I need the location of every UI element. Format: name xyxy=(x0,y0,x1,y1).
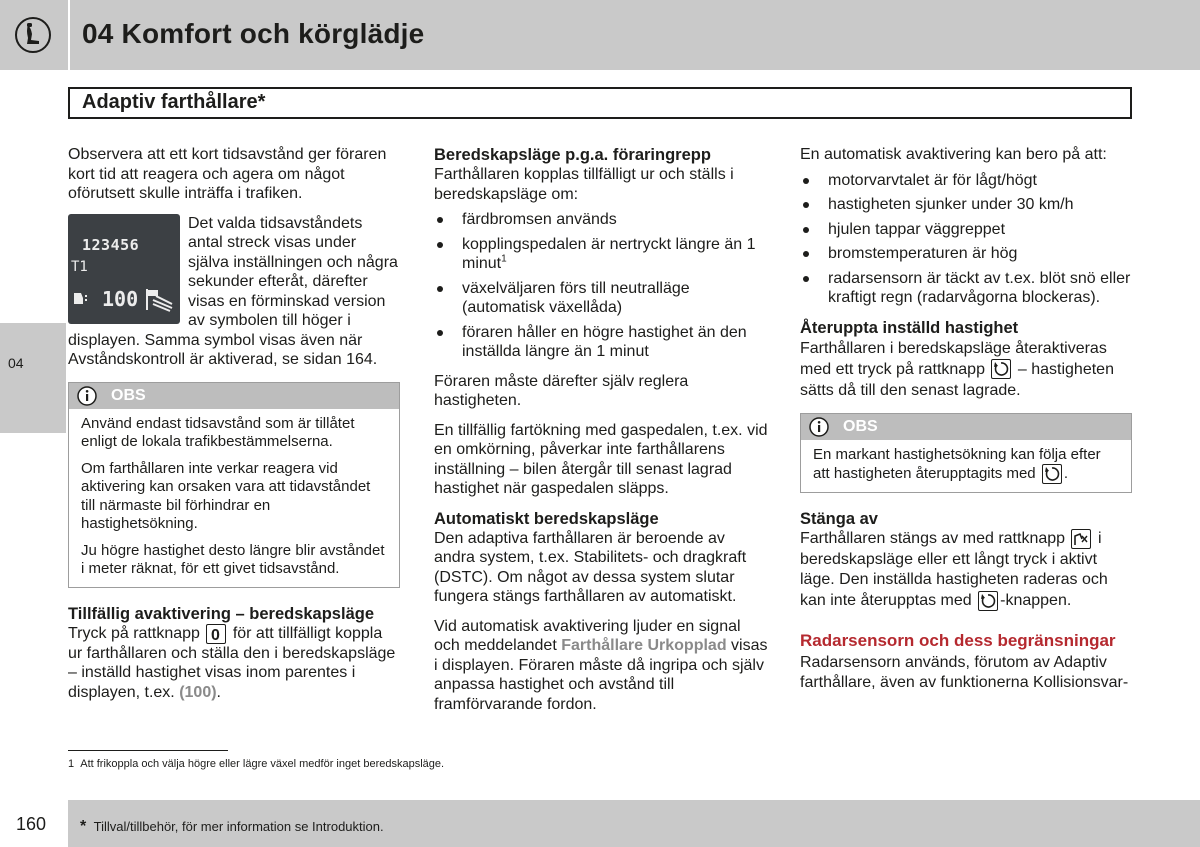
obs-paragraph: Om farthållaren inte verkar reagera vid aktivering kan orsaken vara att tidavståndet till närmaste bil förhindrar en hastighetsökning. xyxy=(81,459,371,532)
resume-paragraph xyxy=(800,338,1132,401)
obs-header xyxy=(801,414,1131,440)
resume-button-icon xyxy=(991,359,1011,379)
resume-button-icon xyxy=(978,591,998,611)
obs-header xyxy=(69,383,399,409)
temporary-deactivation-text xyxy=(68,624,400,703)
auto-message-paragraph xyxy=(434,617,768,715)
footnote-divider xyxy=(68,750,228,751)
standby-intro: Farthållaren kopplas tillfälligt ur och ställs i beredskapsläge om: xyxy=(434,166,734,203)
list-item: radarsensorn är täckt av t.ex. blöt snö eller kraftigt regn (radarvågorna blockeras). xyxy=(800,269,1132,308)
obs-body xyxy=(801,440,1131,493)
list-item: hastigheten sjunker under 30 km/h xyxy=(800,195,1132,215)
turn-off-paragraph xyxy=(800,529,1132,611)
auto-standby-heading: Automatiskt beredskapsläge xyxy=(434,509,659,528)
auto-reasons-list xyxy=(800,171,1132,308)
obs-paragraph: Ju högre hastighet desto längre blir avståndet i meter räknat, för ett givet tidsavstånd. xyxy=(81,541,385,577)
list-item: växelväljaren förs till neutralläge (automatisk växellåda) xyxy=(434,279,768,318)
list-item: bromstemperaturen är hög xyxy=(800,244,1132,264)
display-odometer: 123456 xyxy=(82,235,140,254)
temp-text-end: . xyxy=(216,683,221,701)
chapter-icon-box xyxy=(0,0,70,70)
obs-note-box xyxy=(68,382,400,588)
obs-note-box xyxy=(800,413,1132,494)
standby-heading: Beredskapsläge p.g.a. föraringrepp xyxy=(434,146,711,164)
list-item: motorvarvtalet är för lågt/högt xyxy=(800,171,1132,191)
temp-text-part: Tryck på rattknapp xyxy=(68,624,200,642)
display-message: Farthållare Urkopplad xyxy=(561,637,727,654)
footnote-number: 1 xyxy=(68,758,75,770)
temp-text-part: för att tillfälligt koppla ur farthållaren och ställa den i beredskapsläge – inställd hastighet visas inom parentes i displayen, t.ex. xyxy=(68,624,396,701)
figure-description: Det valda tidsavståndets antal streck visas under själva inställningen och några sekunder efteråt, därefter visas en förminskad version av symbolen till höger i displayen. Samma symbol visas även när Avståndskontroll är aktiverad, se sidan 164. xyxy=(68,214,398,368)
display-trip: T1 xyxy=(71,258,88,275)
footer-star: * xyxy=(80,818,87,835)
standby-list xyxy=(434,210,768,362)
obs-paragraph: Använd endast tidsavstånd som är tillåtet enligt de lokala trafikbestämmelserna. xyxy=(81,414,355,450)
auto-text-part: Vid automatisk avaktivering ljuder en signal och meddelandet xyxy=(434,617,741,654)
footer-note-text: Tillval/tillbehör, för mer information se Introduktion. xyxy=(93,819,384,834)
resume-text-part: – hastigheten sätts då till den senast lagrade. xyxy=(800,360,1114,399)
list-item: föraren håller en högre hastighet än den inställda längre än 1 minut xyxy=(434,323,768,362)
column-2 xyxy=(434,145,768,724)
intro-paragraph: Observera att ett kort tidsavstånd ger föraren kort tid att reagera och agera om något oförutsett skulle inträffa i trafiken. xyxy=(68,146,387,202)
footnote-ref: 1 xyxy=(501,253,507,265)
obs-label: OBS xyxy=(111,386,146,404)
resume-button-icon xyxy=(1042,464,1062,484)
obs-text-part: En markant hastighetsökning kan följa efter att hastigheten återupptagits med xyxy=(813,445,1101,482)
display-set-speed: 100 xyxy=(102,286,139,311)
obs-paragraph xyxy=(813,446,1119,485)
overtake-paragraph: En tillfällig fartökning med gaspedalen, t.ex. vid en omkörning, påverkar inte farthållarens inställning – bilen återgår till senast lagrad hastighet när gaspedalen släpps. xyxy=(434,421,768,497)
cruise-off-button-icon xyxy=(1071,529,1091,549)
list-item-text: kopplingspedalen är nertryckt längre än 1 minut xyxy=(462,235,756,272)
info-icon xyxy=(809,417,829,437)
list-item xyxy=(434,235,768,274)
auto-standby-text: Den adaptiva farthållaren är beroende av andra system, t.ex. Stabilitets- och dragkraft (DSTC). Om något av dessa system slutar fungera stängs farthållaren av automatiskt. xyxy=(434,529,747,605)
section-title: Adaptiv farthållare* xyxy=(82,91,266,113)
obs-body xyxy=(69,409,399,587)
car-distance-icon xyxy=(72,289,94,309)
zero-button-icon xyxy=(206,624,226,644)
side-tab-label: 04 xyxy=(8,355,24,371)
turn-off-heading: Stänga av xyxy=(800,510,878,528)
auto-text-part: visas i displayen. Föraren måste då ingripa och själv anpassa hastighet och avstånd till framförvarande fordon. xyxy=(434,637,768,713)
auto-intro: En automatisk avaktivering kan bero på att: xyxy=(800,146,1107,163)
seat-icon xyxy=(14,16,52,54)
obs-text-end: . xyxy=(1063,464,1068,482)
radar-paragraph: Radarsensorn används, förutom av Adaptiv farthållare, även av funktionerna Kollisionsvar- xyxy=(800,654,1129,691)
radar-heading: Radarsensorn och dess begränsningar xyxy=(800,631,1116,651)
resume-text-part: Farthållaren i beredskapsläge återaktiveras med ett tryck på rattknapp xyxy=(800,339,1107,378)
footnote xyxy=(68,758,444,770)
column-3 xyxy=(800,145,1132,702)
section-title-box xyxy=(68,87,1132,119)
footnote-text: Att frikoppla och välja högre eller lägre växel medför inget beredskapsläge. xyxy=(80,758,445,770)
chapter-title: 04 Komfort och körglädje xyxy=(82,18,425,49)
svg-text:0: 0 xyxy=(211,626,221,643)
obs-label: OBS xyxy=(843,417,878,435)
driver-display-image xyxy=(68,214,180,324)
page-number: 160 xyxy=(16,814,47,834)
off-text-part: -knappen. xyxy=(1000,591,1072,609)
driver-paragraph: Föraren måste därefter själv reglera hastigheten. xyxy=(434,372,689,409)
footer-note xyxy=(80,818,384,836)
column-1 xyxy=(68,145,400,712)
resume-heading: Återuppta inställd hastighet xyxy=(800,318,1019,337)
temporary-deactivation-heading: Tillfällig avaktivering – beredskapsläge xyxy=(68,604,374,623)
example-speed: (100) xyxy=(179,683,217,701)
display-figure-block xyxy=(68,214,400,370)
list-item: hjulen tappar väggreppet xyxy=(800,220,1132,240)
off-text-part: i beredskapsläge eller ett långt tryck i aktivt läge. Den inställda hastigheten raderas och kan inte återupptas med xyxy=(800,530,1108,609)
off-text-part: Farthållaren stängs av med rattknapp xyxy=(800,530,1066,548)
info-icon xyxy=(77,386,97,406)
time-gap-icon xyxy=(144,286,174,312)
chapter-side-tab xyxy=(0,323,66,433)
list-item: färdbromsen används xyxy=(434,210,768,230)
